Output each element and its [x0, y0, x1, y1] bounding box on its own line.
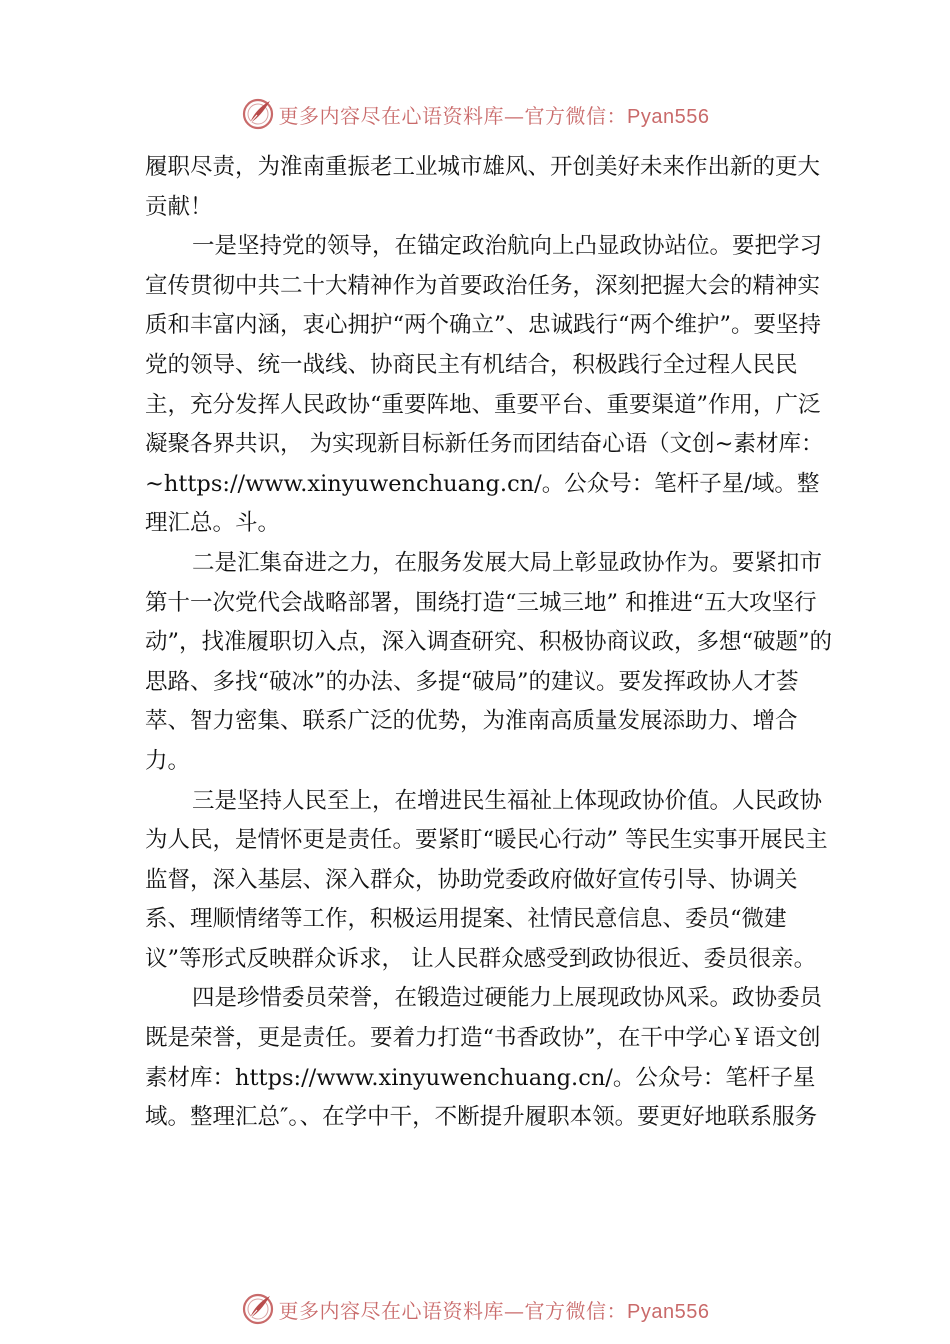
document-body	[145, 148, 835, 1138]
quill-pen-logo-icon	[241, 97, 275, 131]
paragraph: 三是坚持人民至上，在增进民生福祉上体现政协价值。人民政协为人民，是情怀更是责任。要紧盯“暖民心行动” 等民生实事开展民主监督，深入基层、深入群众，协助党委政府做好宣传引导、协调关系、理顺情绪等工作，积极运用提案、社情民意信息、委员“微建议”等形式反映群众诉求， 让人民群众感受到政协很近、委员很亲。	[145, 787, 828, 972]
watermark-text: 更多内容尽在心语资料库—官方微信：Pyan556	[278, 103, 710, 128]
watermark-text: 更多内容尽在心语资料库—官方微信：Pyan556	[278, 1298, 710, 1323]
paragraph: 四是珍惜委员荣誉，在锻造过硬能力上展现政协风采。政协委员既是荣誉，更是责任。要着力打造“书香政协”，在干中学心￥语文创素材库：https://www.xinyuwenchuang.cn/。公众号：笔杆子星域。整理汇总″。、在学中干，不断提升履职本领。要更好地联系服务	[145, 985, 823, 1131]
paragraph: 二是汇集奋进之力，在服务发展大局上彰显政协作为。要紧扣市第十一次党代会战略部署，围绕打造“三城三地” 和推进“五大攻坚行动”，找准履职切入点，深入调查研究、积极协商议政，多想“破题”的思路、多找“破冰”的办法、多提“破局”的建议。要发挥政协人才荟萃、智力密集、联系广泛的优势，为淮南高质量发展添助力、增合力。	[145, 549, 833, 774]
paragraph: 一是坚持党的领导，在锚定政治航向上凸显政协站位。要把学习宣传贯彻中共二十大精神作为首要政治任务，深刻把握大会的精神实质和丰富内涵，衷心拥护“两个确立”、忠诚践行“两个维护”。要坚持党的领导、统一战线、协商民主有机结合，积极践行全过程人民民主，充分发挥人民政协“重要阵地、重要平台、重要渠道”作用，广泛凝聚各界共识， 为实现新目标新任务而团结奋心语（文创~素材库：~https://www.xinyuwenchuang.cn/。公众号：笔杆子星/域。整理汇总。斗。	[145, 233, 824, 537]
footer-watermark	[0, 1289, 950, 1329]
quill-pen-logo-icon	[241, 1292, 275, 1326]
header-watermark	[0, 94, 950, 134]
paragraph: 履职尽责，为淮南重振老工业城市雄风、开创美好未来作出新的更大贡献！	[145, 154, 821, 220]
